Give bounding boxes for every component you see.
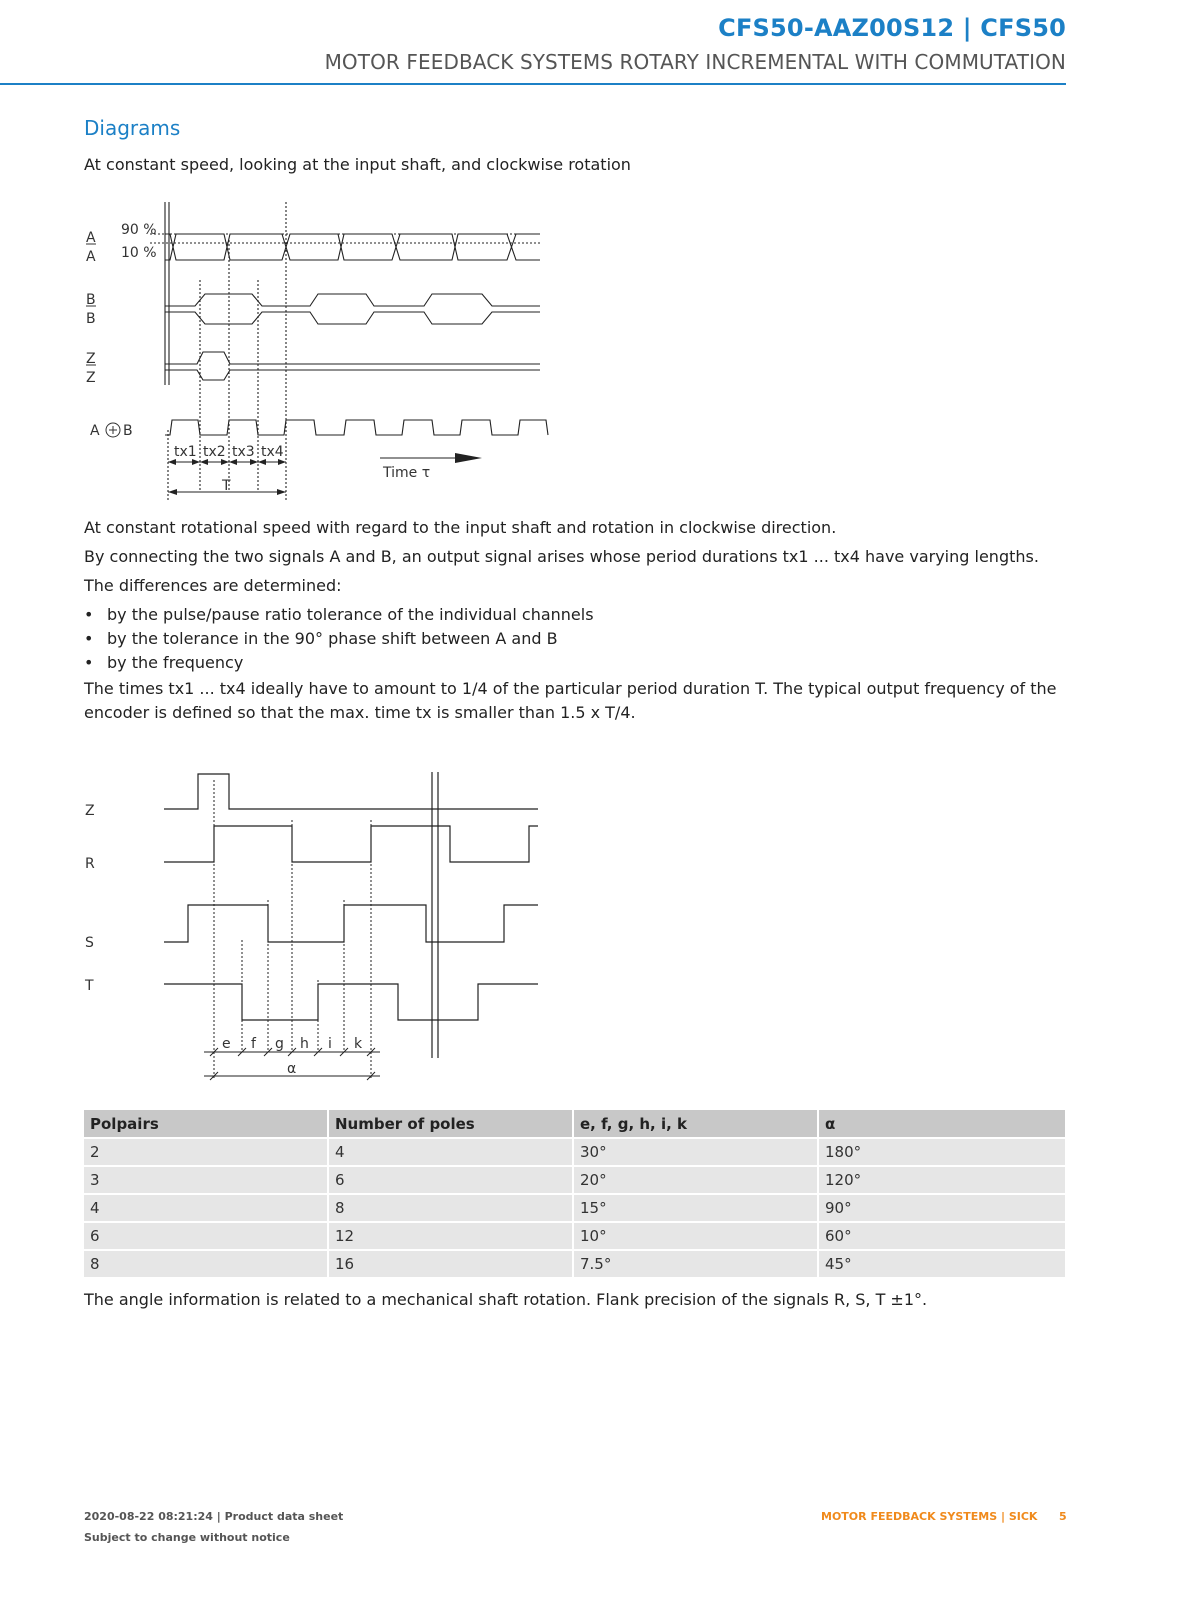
table-cell: 10° [574, 1223, 819, 1251]
signal-a-inv-label: A [86, 249, 96, 265]
table-cell: 60° [819, 1223, 1065, 1251]
table-header-row [84, 1110, 1065, 1139]
paragraph-4: The times tx1 ... tx4 ideally have to amount to 1/4 of the particular period duration T. The typical output frequency of the encoder is defined so that the max. time tx is smaller than 1.5 x T/4. [84, 679, 1057, 722]
tx4-label: tx4 [261, 444, 284, 460]
angle-alpha-label: α [287, 1061, 297, 1077]
signal-b-label: B [86, 292, 96, 308]
table-cell: 12 [329, 1223, 574, 1251]
signal-z-inv-label: Z [86, 370, 96, 386]
table-row [84, 1139, 1065, 1167]
table-cell: 15° [574, 1195, 819, 1223]
signal-a-label: A [86, 230, 96, 246]
section-title: Diagrams [84, 116, 181, 140]
table-cell: 3 [84, 1167, 329, 1195]
table-cell: 30° [574, 1139, 819, 1167]
level-10-label: 10 % [121, 245, 157, 261]
page-number: 5 [1059, 1510, 1067, 1523]
xor-right-label: B [123, 423, 133, 439]
segment-k-label: k [354, 1036, 363, 1052]
header-rule [0, 83, 1066, 85]
commutation-signal-diagram [0, 760, 600, 1100]
table-note: The angle information is related to a mechanical shaft rotation. Flank precision of the signals R, S, T ±1°. [84, 1290, 928, 1309]
table-cell: 2 [84, 1139, 329, 1167]
pole-pairs-table [84, 1110, 1065, 1279]
paragraph-1: At constant rotational speed with regard to the input shaft and rotation in clockwise direction. [84, 518, 837, 537]
footer-disclaimer: Subject to change without notice [84, 1531, 290, 1544]
footer-date: 2020-08-22 08:21:24 | Product data sheet [84, 1510, 344, 1523]
table-cell: 4 [329, 1139, 574, 1167]
xor-symbol-icon [106, 423, 120, 437]
segment-h-label: h [300, 1036, 309, 1052]
segment-i-label: i [328, 1036, 332, 1052]
signal-z-label: Z [86, 351, 96, 367]
table-cell: 45° [819, 1251, 1065, 1279]
bullet-icon: • [84, 605, 94, 624]
column-header-alpha: α [819, 1110, 1065, 1139]
table-row [84, 1223, 1065, 1251]
tx2-label: tx2 [203, 444, 226, 460]
period-label: T [222, 478, 231, 494]
tx1-label: tx1 [174, 444, 197, 460]
column-header-segments: e, f, g, h, i, k [574, 1110, 819, 1139]
bullet-list [84, 603, 594, 675]
signal-r-label: R [85, 856, 95, 872]
diagram1-caption: At constant speed, looking at the input shaft, and clockwise rotation [84, 155, 631, 174]
level-90-label: 90 % [121, 222, 157, 238]
table-row [84, 1167, 1065, 1195]
table-cell: 180° [819, 1139, 1065, 1167]
xor-left-label: A [90, 423, 100, 439]
table-row [84, 1195, 1065, 1223]
signal-s-label: S [85, 935, 94, 951]
signal-b-inv-label: B [86, 311, 96, 327]
column-header-polpairs: Polpairs [84, 1110, 329, 1139]
table-cell: 16 [329, 1251, 574, 1279]
bullet-icon: • [84, 653, 94, 672]
table-cell: 4 [84, 1195, 329, 1223]
segment-f-label: f [251, 1036, 256, 1052]
table-cell: 8 [84, 1251, 329, 1279]
document-title: CFS50-AAZ00S12 | CFS50 [718, 14, 1066, 42]
time-axis-label: Time τ [383, 465, 431, 481]
table-cell: 20° [574, 1167, 819, 1195]
paragraph-2: By connecting the two signals A and B, an output signal arises whose period durations tx1 ... tx4 have varying lengths. [84, 547, 1039, 566]
list-item: • by the frequency [84, 651, 594, 675]
signal-z-label: Z [85, 803, 95, 819]
bullet-icon: • [84, 629, 94, 648]
segment-e-label: e [222, 1036, 231, 1052]
list-item: • by the tolerance in the 90° phase shift between A and B [84, 627, 594, 651]
table-cell: 6 [84, 1223, 329, 1251]
document-subtitle: MOTOR FEEDBACK SYSTEMS ROTARY INCREMENTAL WITH COMMUTATION [324, 50, 1066, 74]
table-cell: 7.5° [574, 1251, 819, 1279]
signal-t-label: T [85, 978, 94, 994]
table-row [84, 1251, 1065, 1279]
tx3-label: tx3 [232, 444, 255, 460]
table-cell: 90° [819, 1195, 1065, 1223]
footer-brand: MOTOR FEEDBACK SYSTEMS | SICK [821, 1510, 1038, 1523]
table-cell: 8 [329, 1195, 574, 1223]
paragraph-3: The differences are determined: [84, 576, 342, 595]
column-header-poles: Number of poles [329, 1110, 574, 1139]
table-cell: 120° [819, 1167, 1065, 1195]
incremental-signal-diagram [0, 190, 600, 510]
table-cell: 6 [329, 1167, 574, 1195]
segment-g-label: g [275, 1036, 284, 1052]
list-item: • by the pulse/pause ratio tolerance of the individual channels [84, 603, 594, 627]
